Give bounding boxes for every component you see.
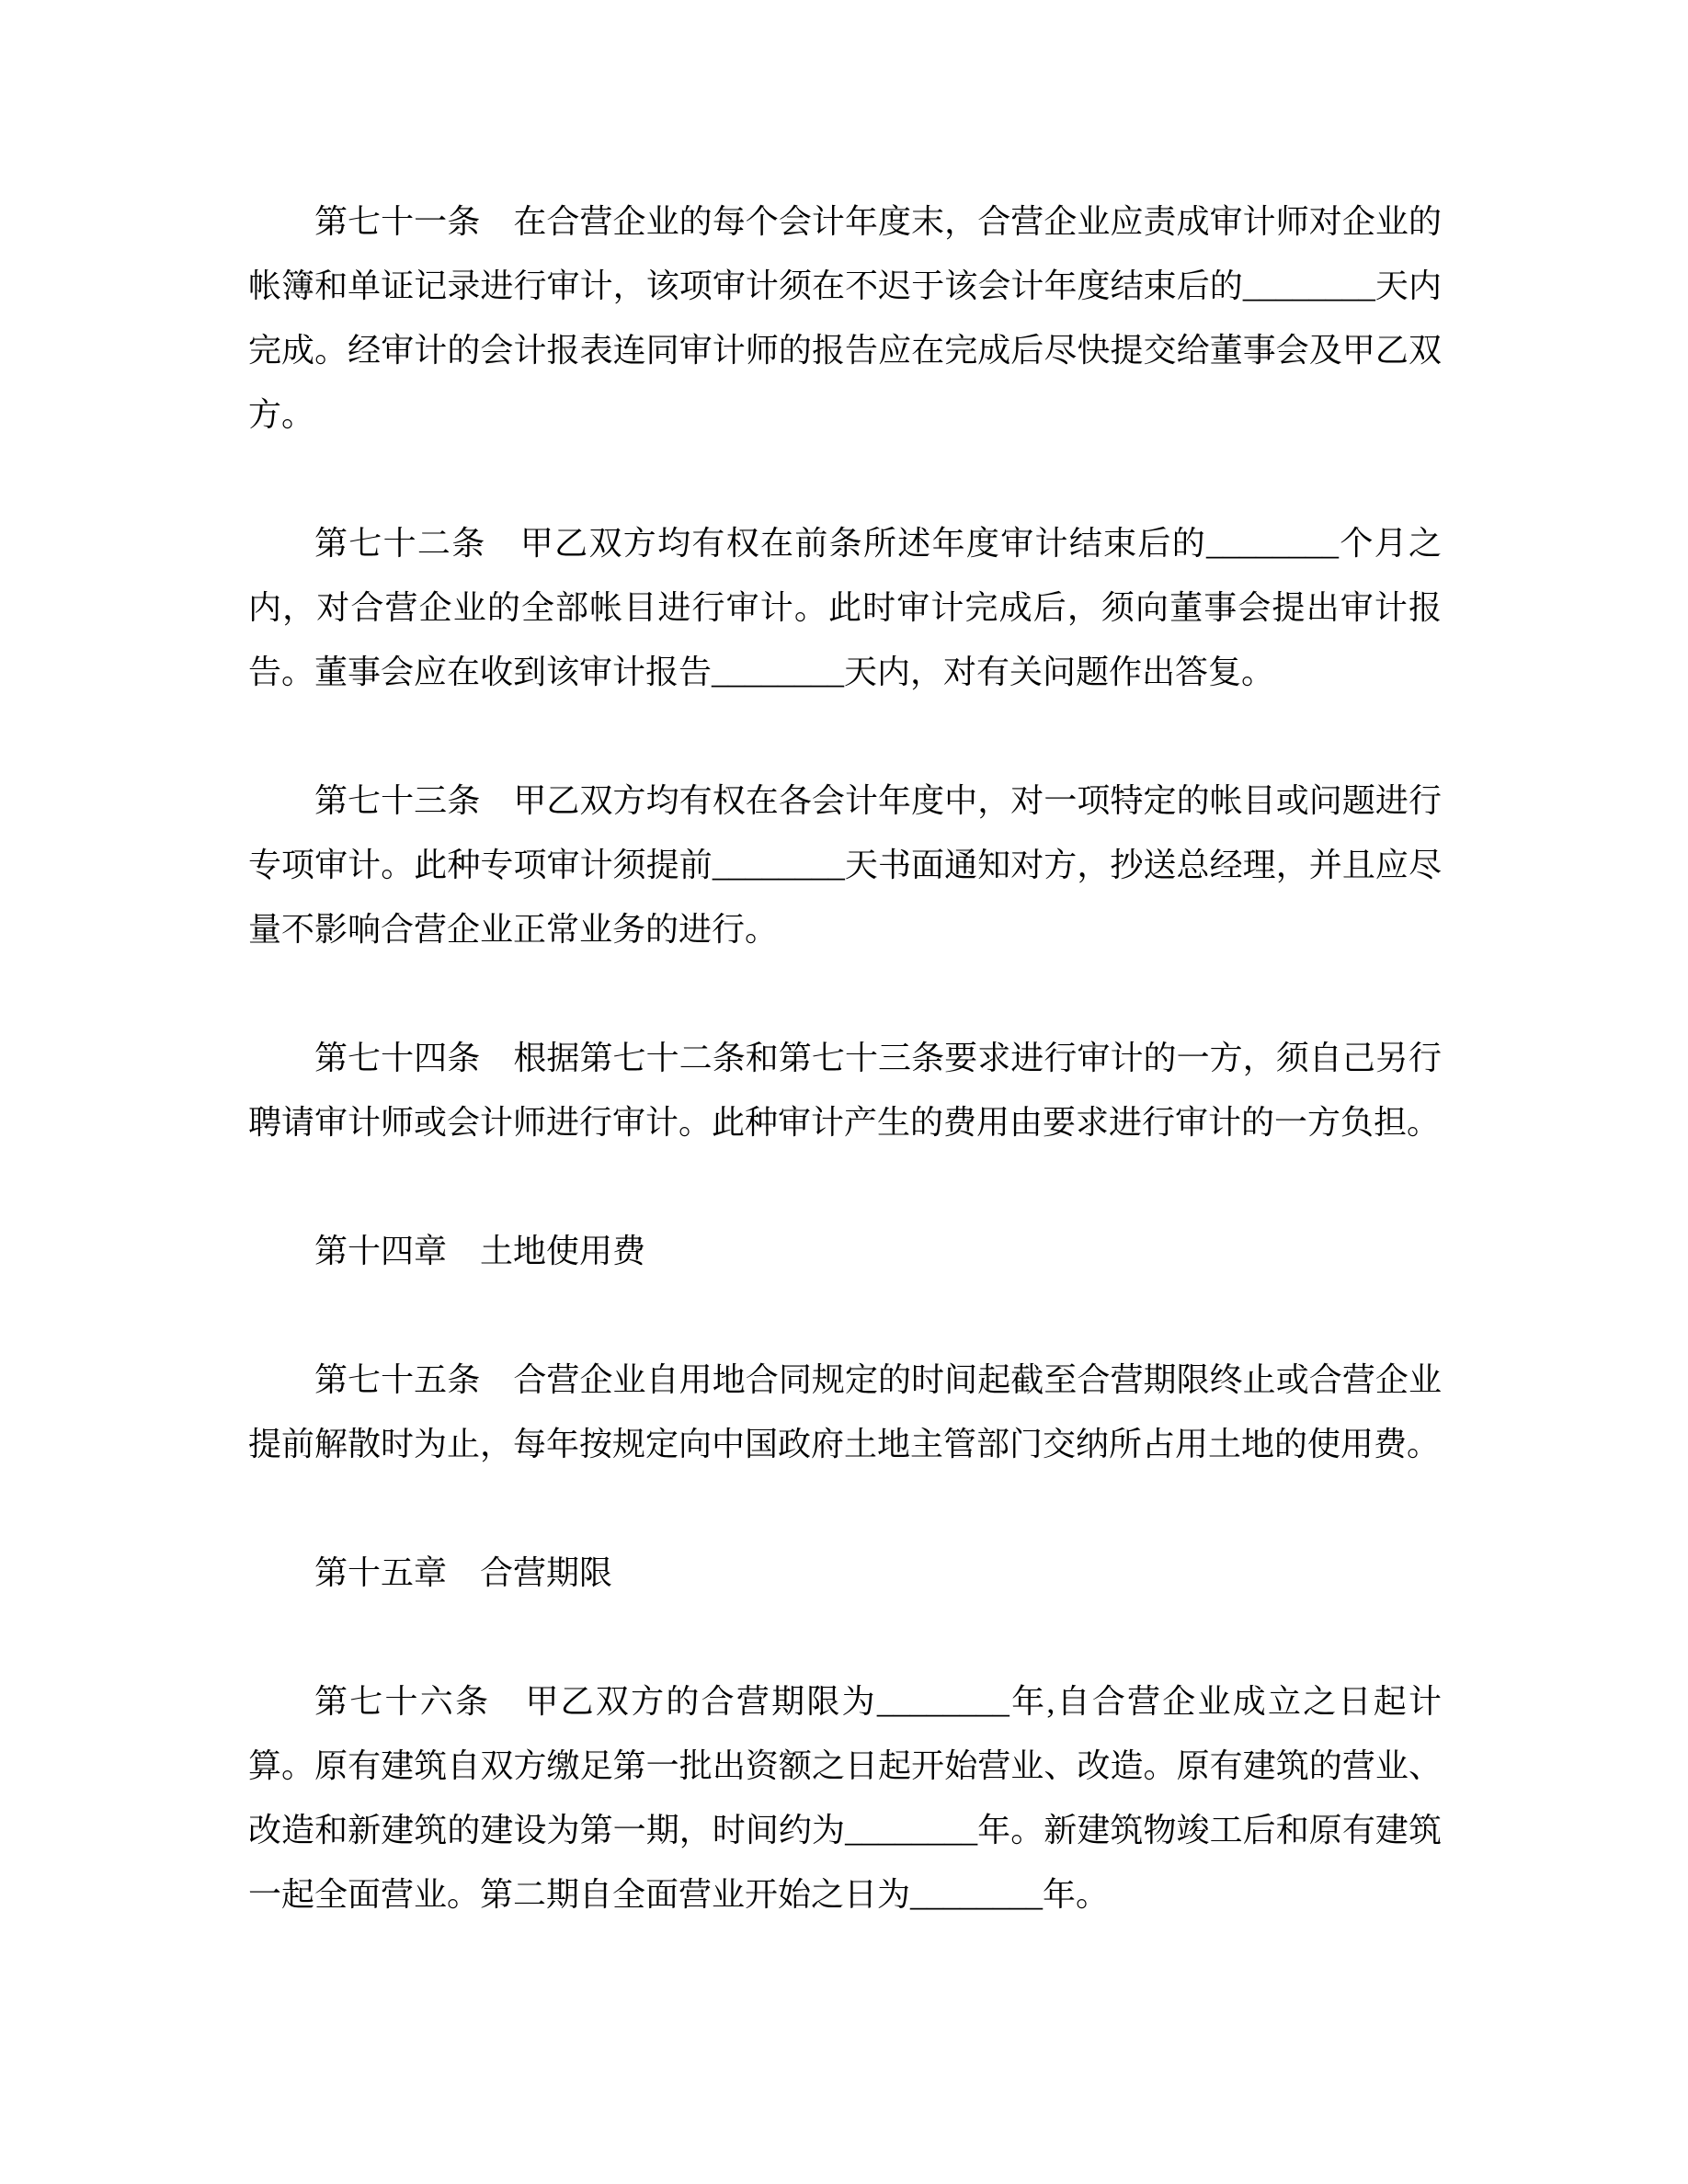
article-72-paragraph: 第七十二条 甲乙双方均有权在前条所述年度审计结束后的________个月之内，对合营企业的全部帐目进行审计。此时审计完成后，须向董事会提出审计报告。董事会应在收到该审计报告________天内，对有关问题作出答复。 [248, 525, 1442, 690]
chapter-14-heading: 第十四章 土地使用费 [314, 1233, 646, 1269]
article-76-paragraph: 第七十六条 甲乙双方的合营期限为________年,自合营企业成立之日起计算。原有建筑自双方缴足第一批出资额之日起开始营业、改造。原有建筑的营业、改造和新建筑的建设为第一期，时间约为________年。新建筑物竣工后和原有建筑一起全面营业。第二期自全面营业开始之日为________年。 [248, 1683, 1442, 1913]
article-74-paragraph: 第七十四条 根据第七十二条和第七十三条要求进行审计的一方，须自己另行聘请审计师或会计师进行审计。此种审计产生的费用由要求进行审计的一方负担。 [248, 1040, 1442, 1141]
chapter-15-heading: 第十五章 合营期限 [314, 1554, 613, 1591]
article-75-paragraph: 第七十五条 合营企业自用地合同规定的时间起截至合营期限终止或合营企业提前解散时为止，每年按规定向中国政府土地主管部门交纳所占用土地的使用费。 [248, 1361, 1442, 1462]
article-73-paragraph: 第七十三条 甲乙双方均有权在各会计年度中，对一项特定的帐目或问题进行专项审计。此种专项审计须提前________天书面通知对方，抄送总经理，并且应尽量不影响合营企业正常业务的进行。 [248, 782, 1442, 948]
article-71-paragraph: 第七十一条 在合营企业的每个会计年度末，合营企业应责成审计师对企业的帐簿和单证记录进行审计，该项审计须在不迟于该会计年度结束后的________天内完成。经审计的会计报表连同审计师的报告应在完成后尽快提交给董事会及甲乙双方。 [248, 203, 1442, 433]
